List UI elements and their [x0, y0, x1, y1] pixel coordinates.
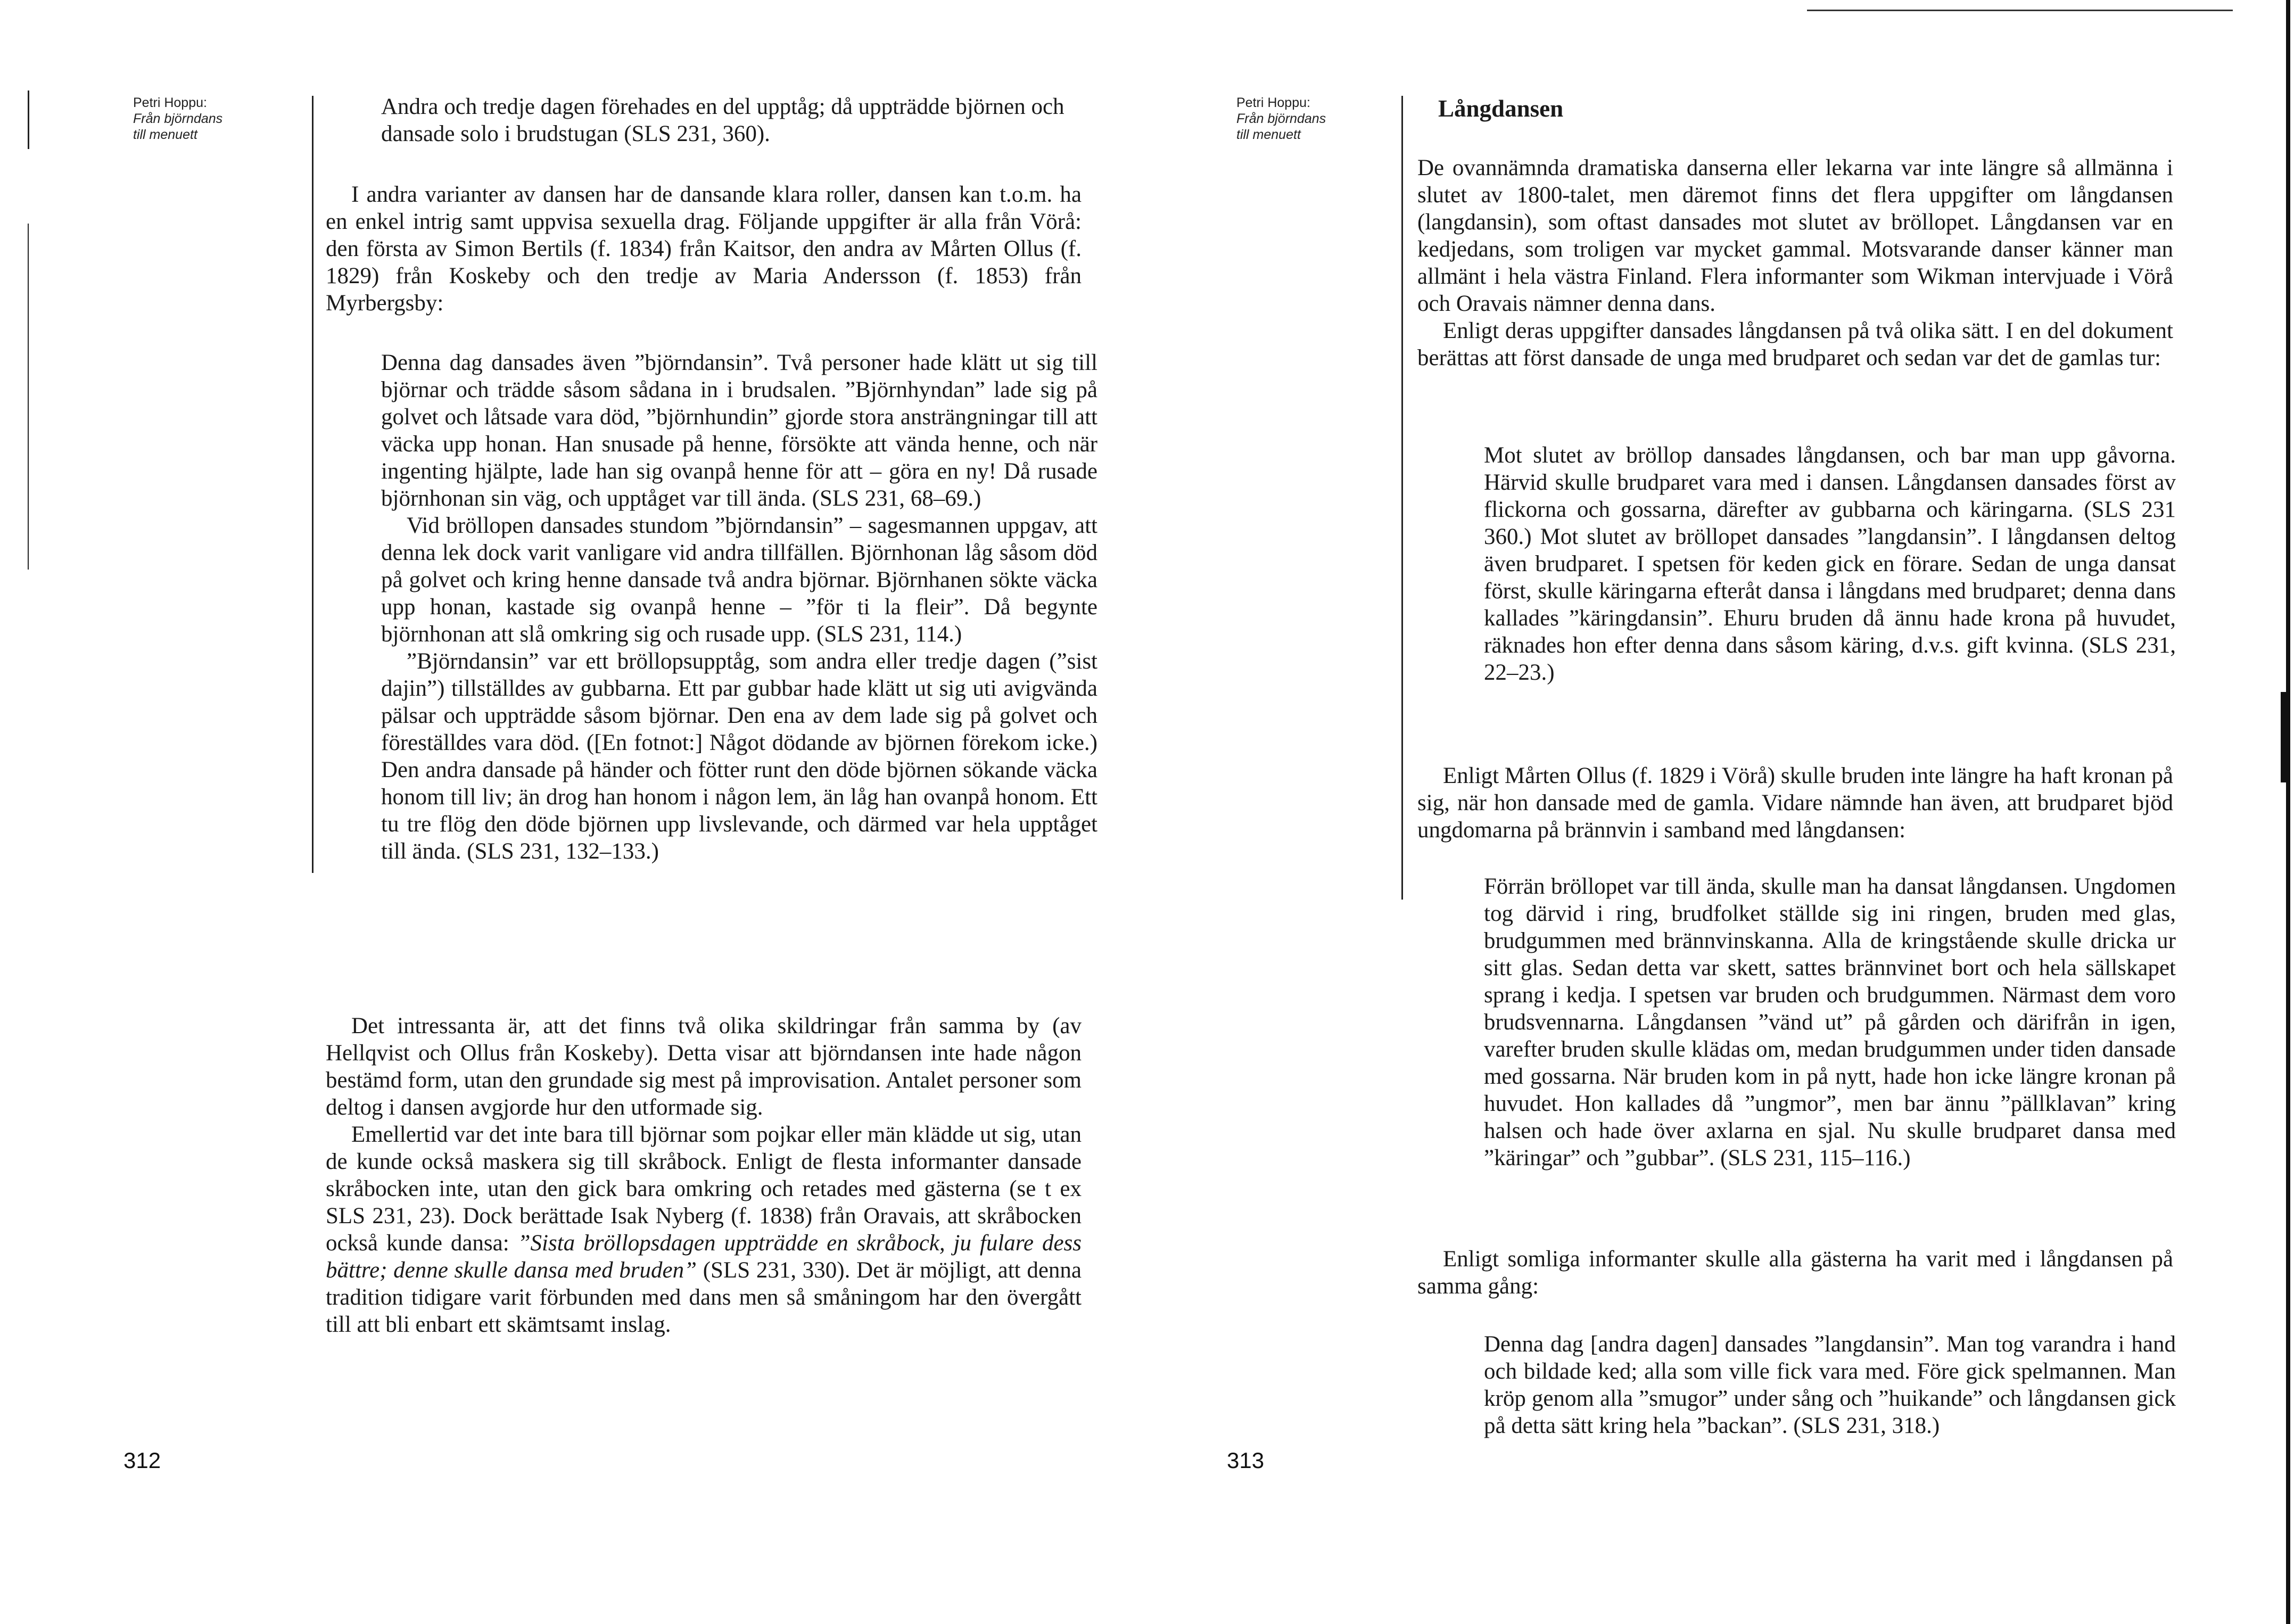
quote-paragraph: Förrän bröllopet var till ända, skulle man ha dansat långdansen. Ungdomen tog därvid i ring, brudfolket ställde sig ini ringen, bruden med glas, brudgummen med brännvinskanna. Alla de kringstående skulle dricka ur sitt glas. Sedan detta var skett, sattes brännvinet bort och hela sällskapet sprang i kedja. I spetsen var bruden och brudgummen. Närmast dem voro brudsvennarna. Långdansen ”vänd ut” på gården och därifrån in igen, varefter bruden skulle klädas om, medan brudgummen under tiden dansade med gossarna. När bruden kom in på nytt, hade hon icke längre kronan på huvudet. Hon kallades då ”ungmor”, men bar ännu ”pällklavan” kring halsen och hade över axlarna en sjal. Nu skulle brudparet dansa med ”käringar” och ”gubbar”. (SLS 231, 115–116.)	[1484, 874, 2176, 1170]
quote-paragraph: Mot slutet av bröllop dansades långdansen, och bar man upp gåvorna. Härvid skulle brudparet vara med i dansen. Långdansen dansades först av flickorna och gossarna, därefter av gubbarna och käringarna. (SLS 231 360.) Mot slutet av bröllopet dansades ”langdansin”. I långdansen deltog även brudparet. I spetsen för keden gick en förare. Sedan de unga dansat först, skulle käringarna efteråt dansa i långdans med brudparet; denna dans kallades ”käringdansin”. Ehuru bruden då ännu hade krona på huvudet, räknades hon efter denna dans såsom käring, d.v.s. gift kvinna. (SLS 231, 22–23.)	[1484, 443, 2176, 685]
running-head-title: till menuett	[133, 127, 197, 142]
section-heading: Långdansen	[1438, 95, 1564, 122]
column-rule	[1401, 96, 1403, 900]
intro-text	[381, 93, 1094, 147]
running-head-title: Från björndans	[133, 111, 223, 126]
column-rule	[312, 96, 313, 873]
body-text-run: Emellertid var det inte bara till björnar som pojkar eller män klädde ut sig, utan de kunde också maskera sig till skråbock. Enligt de flesta informanter dansade skråbocken inte, utan den gick bara omkring och retades med gästerna (se t ex SLS 231, 23). Dock berättade Isak Nyberg (f. 1838) från Oravais, att skråbocken också kunde dansa:	[326, 1122, 1082, 1256]
paragraph	[326, 181, 1082, 317]
body-text-run: (SLS 231, 330). Det är möjligt, att denna tradition tidigare varit förbunden med dans men så småningom har den övergått till att bli enbart ett skämtsamt inslag.	[326, 1258, 1082, 1337]
running-head	[133, 95, 222, 143]
quote-paragraph: ”Björndansin” var ett bröllopsupptåg, som andra eller tredje dagen (”sist dajin”) tillställdes av gubbarna. Ett par gubbar hade klätt ut sig uti avigvända pälsar och uppträdde såsom björnar. Den ena av dem lade sig på golvet och föreställdes vara död. ([En fotnot:] Något dödande av björnen förekom icke.) Den andra dansade på händer och fötter runt den döde björnen sökande väcka honom till liv; än drog han honom i någon lem, än låg han ovanpå honom. Ett tu tre flög den döde björnen upp livslevande, och därmed var hela upptåget till ända. (SLS 231, 132–133.)	[381, 649, 1098, 864]
paragraph	[1417, 1246, 2173, 1300]
block-quote	[1484, 1331, 2176, 1439]
block-quote	[1484, 442, 2176, 686]
scan-edge-bar	[2281, 692, 2286, 782]
right-page	[1147, 0, 2275, 1624]
paragraph	[1417, 154, 2173, 372]
intro-paragraph: Andra och tredje dagen förehades en del upptåg; då uppträdde björnen och dansade solo i brudstugan (SLS 231, 360).	[381, 94, 1065, 146]
paragraph	[1417, 762, 2173, 844]
page-number: 312	[123, 1448, 161, 1473]
block-quote	[1484, 873, 2176, 1172]
body-paragraph: I andra varianter av dansen har de dansande klara roller, dansen kan t.o.m. ha en enkel intrig samt uppvisa sexuella drag. Följande uppgifter är alla från Vörå: den första av Simon Bertils (f. 1834) från Kaitsor, den andra av Mårten Ollus (f. 1829) från Koskeby och den tredje av Maria Andersson (f. 1853) från Myrbergsby:	[326, 182, 1082, 316]
scan-edge	[2275, 0, 2294, 1624]
body-paragraph: Det intressanta är, att det finns två olika skildringar från samma by (av Hellqvist och Ollus från Koskeby). Detta visar att björndansen inte hade någon bestämd form, utan den grundade sig mest på improvisation. Antalet personer som deltog i dansen avgjorde hur den utformade sig.	[326, 1013, 1082, 1120]
running-head-author: Petri Hoppu:	[133, 95, 207, 110]
body-paragraph: Enligt deras uppgifter dansades långdansen på två olika sätt. I en del dokument berättas att först dansade de unga med brudparet och sedan var det de gamlas tur:	[1417, 318, 2173, 370]
margin-rule	[28, 224, 29, 570]
paragraph	[326, 1012, 1082, 1338]
running-head-title: till menuett	[1236, 127, 1301, 142]
margin-rule	[28, 90, 29, 149]
quoted-italic-text: ”Sista bröllopsdagen uppträdde en skråbock, ju fulare dess bättre; denne skulle dansa med bruden”	[326, 1231, 1082, 1283]
block-quote	[381, 349, 1098, 865]
divider	[1807, 10, 2233, 11]
page-number: 313	[1227, 1448, 1265, 1473]
running-head-author: Petri Hoppu:	[1236, 95, 1310, 110]
body-paragraph: De ovannämnda dramatiska danserna eller lekarna var inte längre så allmänna i slutet av 1800-talet, men däremot finns det flera uppgifter om långdansen (langdansin), som oftast dansades mot slutet av bröllopet. Långdansen var en kedjedans, som troligen var mycket gammal. Motsvarande danser känner man allmänt i hela västra Finland. Flera informanter som Wikman intervjuade i Vörå och Oravais nämner denna dans.	[1417, 155, 2173, 316]
running-head	[1236, 95, 1326, 143]
quote-paragraph: Vid bröllopen dansades stundom ”björndansin” – sagesmannen uppgav, att denna lek dock varit vanligare vid andra tillfällen. Björnhonan låg såsom död på golvet och kring henne dansade två andra björnar. Björnhanen sökte väcka upp honan, kastade sig ovanpå henne – ”för ti la fleir”. Då begynte björnhonan att slå omkring sig och rusade upp. (SLS 231, 114.)	[381, 513, 1098, 647]
running-head-title: Från björndans	[1236, 111, 1326, 126]
quote-paragraph: Denna dag [andra dagen] dansades ”langdansin”. Man tog varandra i hand och bildade ked; alla som ville fick vara med. Före gick spelmannen. Man kröp genom alla ”smugor” under sång och ”huikande” och långdansen gick på detta sätt kring hela ”backan”. (SLS 231, 318.)	[1484, 1332, 2176, 1438]
scan-edge-bar	[2286, 0, 2290, 1624]
quote-paragraph: Denna dag dansades även ”björndansin”. Två personer hade klätt ut sig till björnar och trädde såsom sådana in i brudsalen. ”Björnhyndan” lade sig på golvet och låtsade vara död, ”björnhundin” gjorde stora ansträngningar till att väcka upp honan. Han snusade på henne, försökte att vända henne, och när ingenting hjälpte, lade han sig ovanpå henne för att – göra en ny! Då rusade björnhonan sin väg, och upptåget var till ända. (SLS 231, 68–69.)	[381, 350, 1098, 511]
body-paragraph: Enligt Mårten Ollus (f. 1829 i Vörå) skulle bruden inte längre ha haft kronan på sig, när hon dansade med de gamla. Vidare nämnde han även, att brudparet bjöd ungdomarna på brännvin i samband med långdansen:	[1417, 763, 2173, 843]
body-paragraph: Enligt somliga informanter skulle alla gästerna ha varit med i långdansen på samma gång:	[1417, 1247, 2173, 1299]
